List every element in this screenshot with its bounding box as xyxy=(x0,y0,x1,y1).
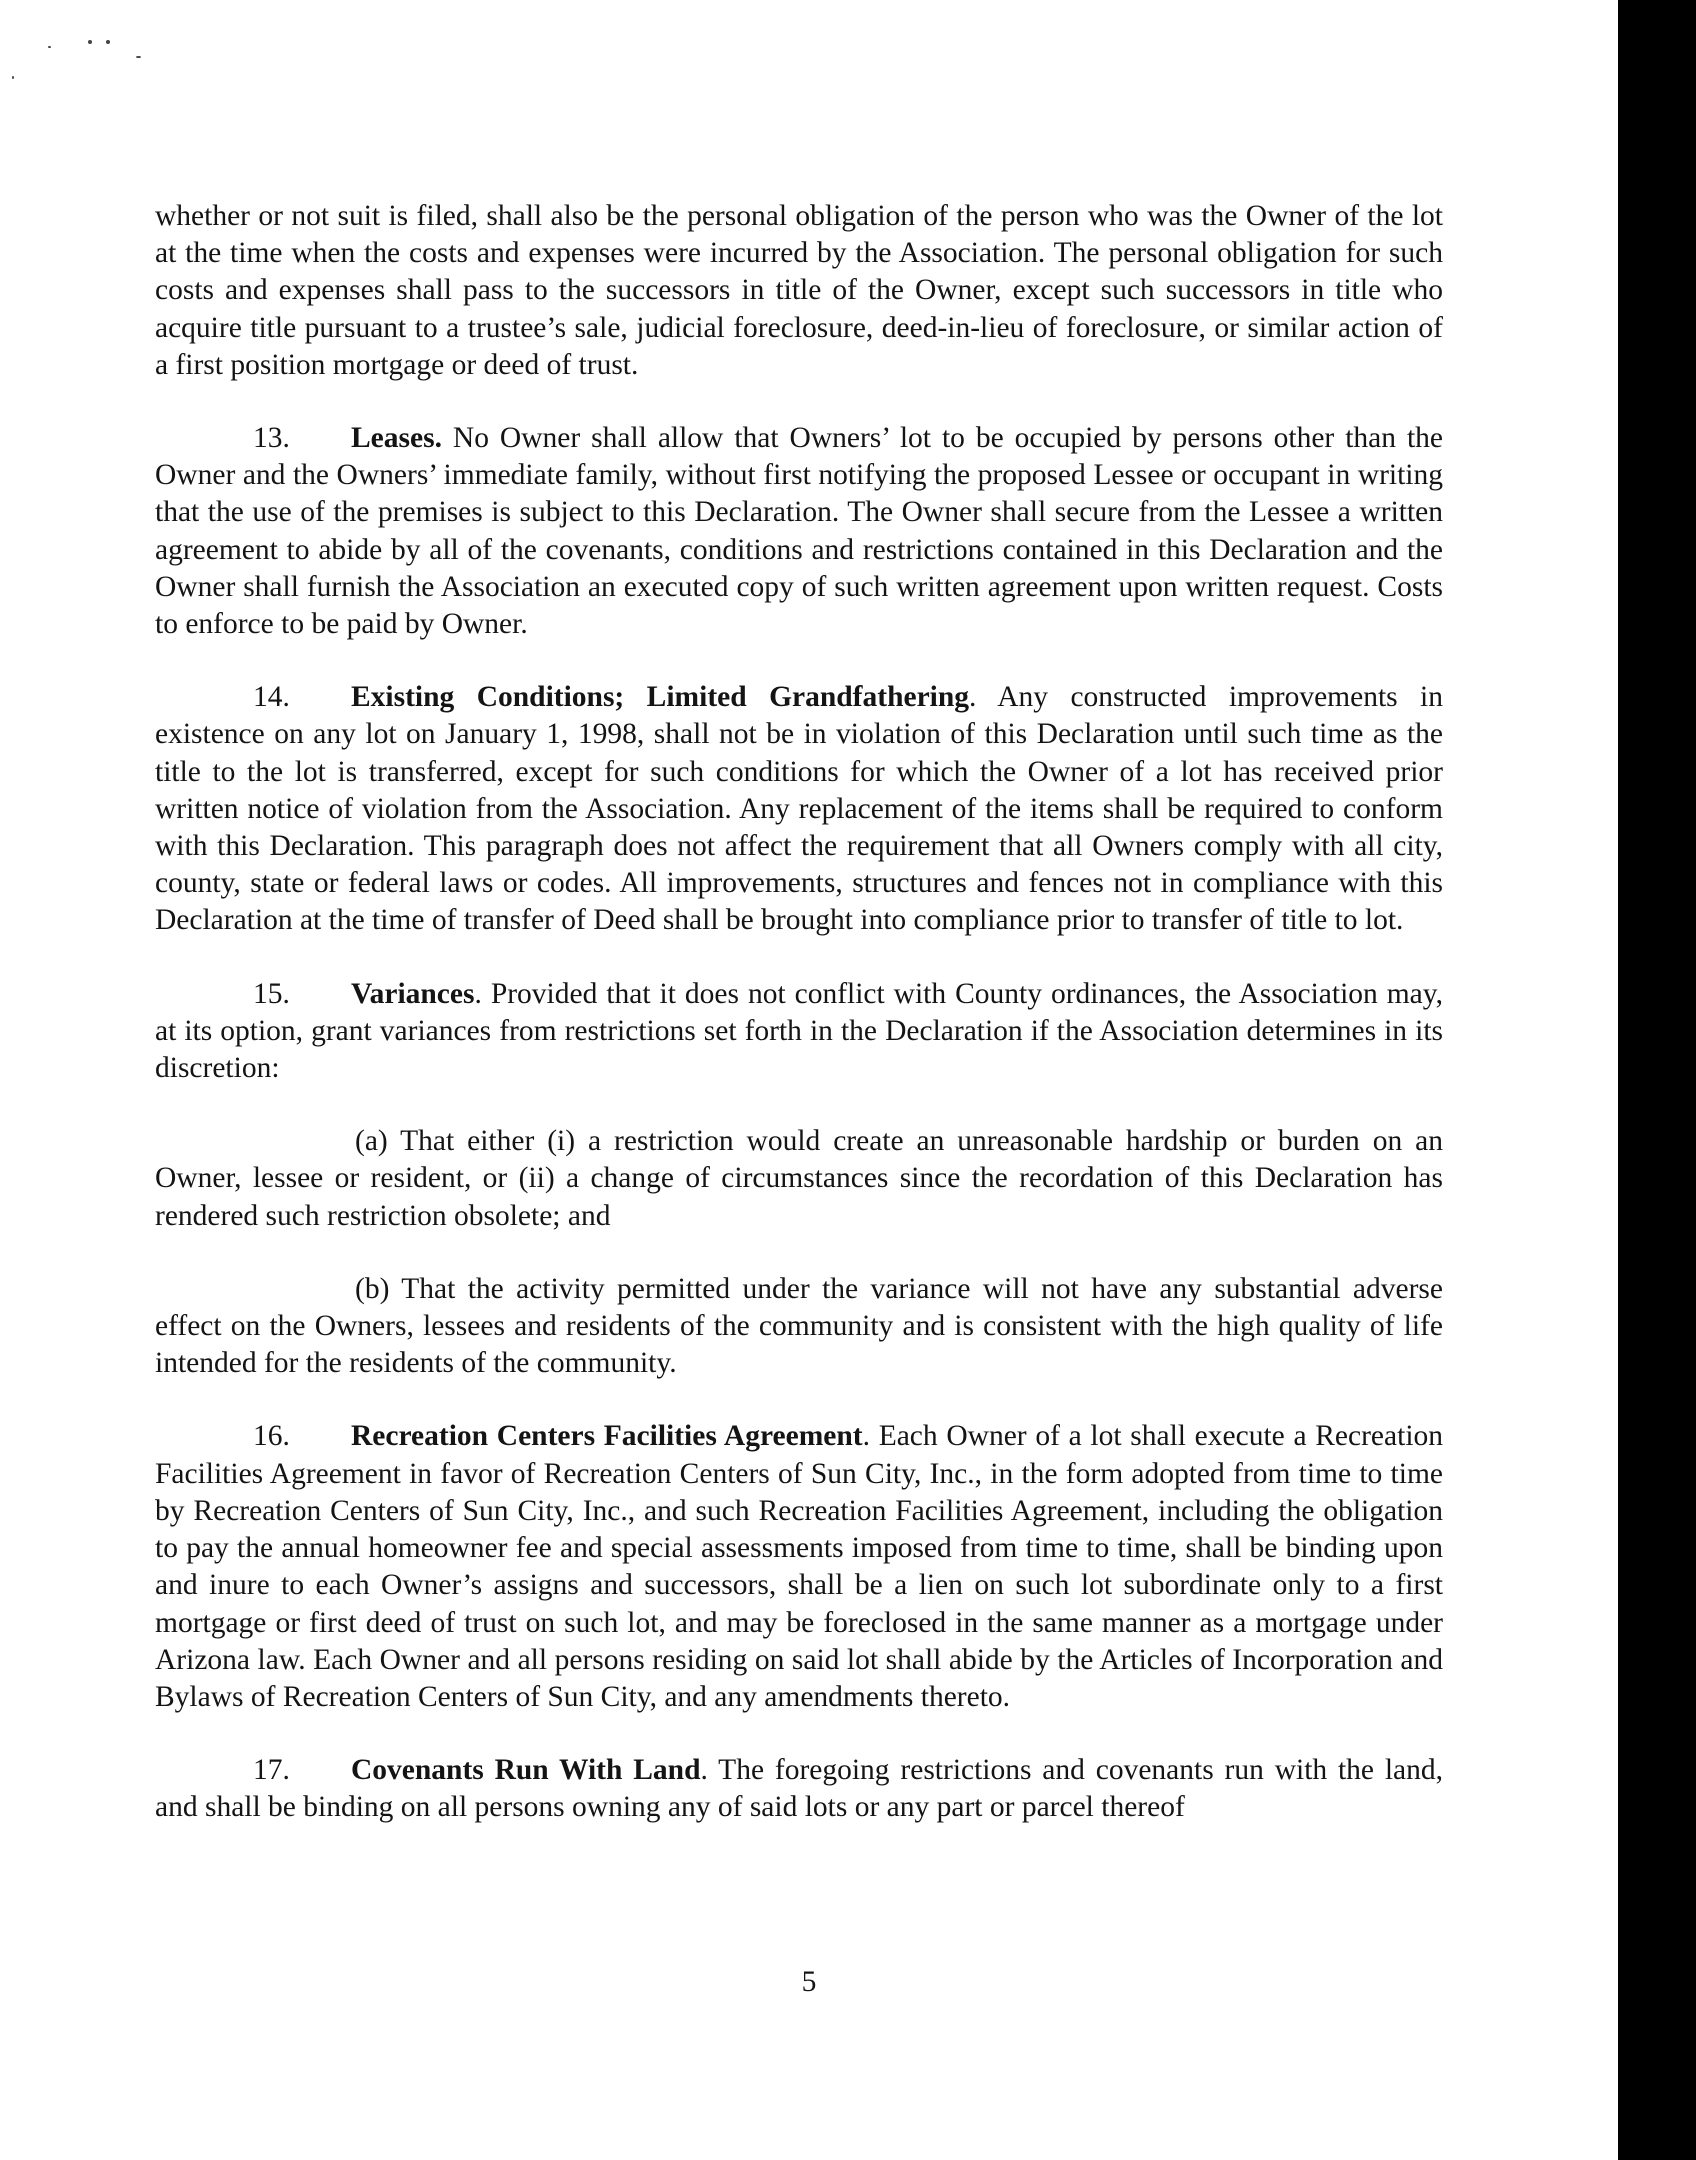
paragraph-continuation xyxy=(155,198,1443,384)
section-heading: Leases. xyxy=(351,422,442,455)
paragraph-text: whether or not suit is filed, shall also be the personal obligation of the person who was the Owner of the lot at the time when the costs and expenses were incurred by the Association. The personal obligation for such costs and expenses shall pass to the successors in title of the Owner, except such successors in title who acquire title pursuant to a trustee’s sale, judicial foreclosure, deed-in-lieu of foreclosure, or similar action of a first position mortgage or deed of trust. xyxy=(155,200,1443,381)
section-text: . The foregoing restrictions and covenants run with the land, and shall be binding on all persons owning any of said lots or any part or parcel thereof xyxy=(155,1754,1444,1824)
section-14-existing-conditions xyxy=(155,679,1443,939)
subparagraph-text: (a) That either (i) a restriction would create an unreasonable hardship or burden on an Owner, lessee or resident, or (ii) a change of circumstances since the recordation of this Declaration has rendered such restriction obsolete; and xyxy=(155,1125,1443,1232)
subparagraph-b xyxy=(155,1271,1443,1383)
subparagraph-text: (b) That the activity permitted under the variance will not have any substantial adverse effect on the Owners, lessees and residents of the community and is consistent with the high quality of life intended for the residents of the community. xyxy=(155,1272,1443,1380)
section-text: No Owner shall allow that Owners’ lot to be occupied by persons other than the Owner and the Owners’ immediate family, without first notifying the proposed Lessee or occupant in writing that the use of the premises is subject to this Declaration. The Owner shall secure from the Lessee a written agreement to abide by all of the covenants, conditions and restrictions contained in this Declaration and the Owner shall furnish the Association an executed copy of such written agreement upon written request. Costs to enforce to be paid by Owner. xyxy=(155,422,1443,641)
section-17-covenants xyxy=(155,1752,1443,1826)
section-number: 16. xyxy=(253,1420,290,1453)
section-16-recreation-centers xyxy=(155,1418,1443,1716)
section-13-leases xyxy=(155,420,1443,643)
section-heading: Existing Conditions; Limited Grandfathering xyxy=(351,681,970,714)
section-text: . Any constructed improvements in existence on any lot on January 1, 1998, shall not be in violation of this Declaration until such time as the title to the lot is transferred, except for such conditions for which the Owner of a lot has received prior written notice of violation from the Association. Any replacement of the items shall be required to conform with this Declaration. This paragraph does not affect the requirement that all Owners comply with all city, county, state or federal laws or codes. All improvements, structures and fences not in compliance with this Declaration at the time of transfer of Deed shall be brought into compliance prior to transfer of title to lot. xyxy=(155,681,1444,937)
section-text: . Provided that it does not conflict with County ordinances, the Association may, at its option, grant variances from restrictions set forth in the Declaration if the Association determines in its discretion: xyxy=(155,977,1443,1085)
section-15-variances xyxy=(155,976,1443,1088)
section-number: 17. xyxy=(253,1754,290,1787)
section-number: 14. xyxy=(253,681,290,714)
document-body xyxy=(155,198,1443,1863)
page-number: 5 xyxy=(801,1966,817,1998)
section-heading: Variances xyxy=(351,977,475,1010)
section-heading: Recreation Centers Facilities Agreement xyxy=(351,1420,863,1453)
scan-edge-bar xyxy=(1618,0,1696,2160)
section-number: 13. xyxy=(253,422,290,455)
section-number: 15. xyxy=(253,977,290,1010)
section-text: . Each Owner of a lot shall execute a Recreation Facilities Agreement in favor of Recreation Centers of Sun City, Inc., in the form adopted from time to time by Recreation Centers of Sun City, Inc., and such Recreation Facilities Agreement, including the obligation to pay the annual homeowner fee and special assessments imposed from time to time, shall be binding upon and inure to each Owner’s assigns and successors, shall be a lien on such lot subordinate only to a first mortgage or first deed of trust on such lot, and may be foreclosed in the same manner as a mortgage under Arizona law. Each Owner and all persons residing on said lot shall abide by the Articles of Incorporation and Bylaws of Recreation Centers of Sun City, and any amendments thereto. xyxy=(155,1420,1444,1713)
subparagraph-a xyxy=(155,1123,1443,1235)
scan-specks xyxy=(8,34,158,84)
section-heading: Covenants Run With Land xyxy=(351,1754,701,1787)
